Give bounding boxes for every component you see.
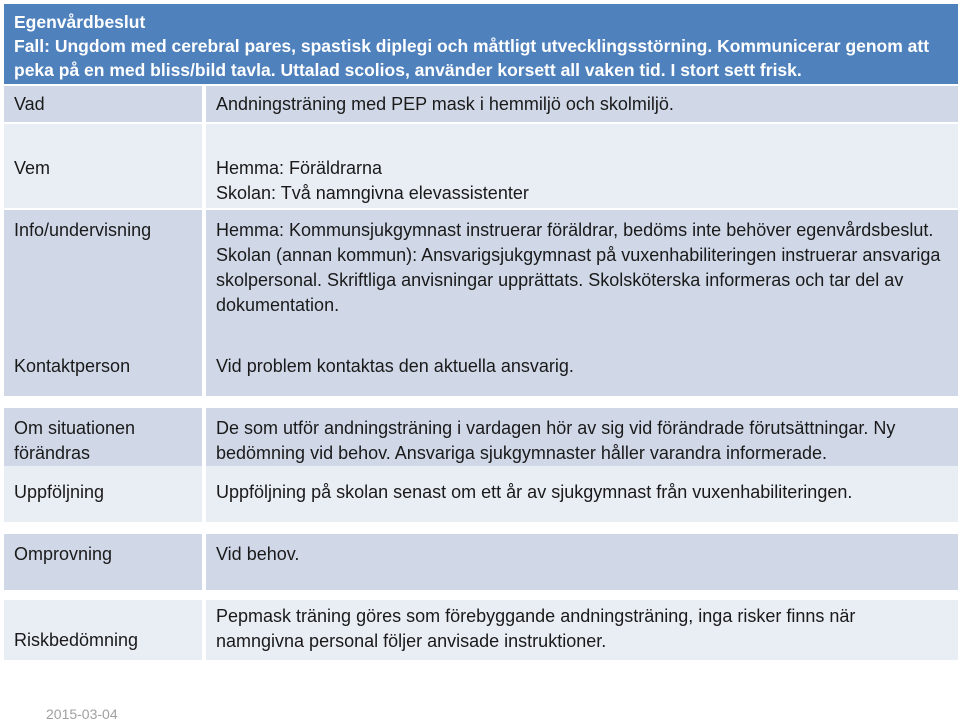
row-value bbox=[206, 600, 958, 660]
row-text: Andningsträning med PEP mask i hemmiljö och skolmiljö. bbox=[216, 94, 674, 114]
row-label: Riskbedömning bbox=[4, 600, 202, 660]
row-vad bbox=[4, 86, 958, 122]
row-vem bbox=[4, 124, 958, 208]
row-text: Skolan: Två namngivna elevassistenter bbox=[216, 183, 529, 203]
row-kontaktperson bbox=[4, 350, 958, 396]
row-label: Vem bbox=[4, 124, 202, 208]
row-text: Skolan (annan kommun): Ansvarigsjukgymnast på vuxenhabiliteringen instruerar ansvariga skolpersonal. Skriftliga anvisningar upprättats. Skolsköterska informeras och tar del av dokumentation. bbox=[216, 245, 941, 315]
row-uppfoljning bbox=[4, 466, 958, 522]
row-text: Vid problem kontaktas den aktuella ansvarig. bbox=[216, 356, 574, 376]
row-label: Om situationen förändras bbox=[4, 408, 202, 466]
row-text: Hemma: Kommunsjukgymnast instruerar föräldrar, bedöms inte behöver egenvårdsbeslut. bbox=[216, 220, 934, 240]
row-omprovning bbox=[4, 534, 958, 590]
row-label: Omprovning bbox=[4, 534, 202, 590]
row-riskbedomning bbox=[4, 600, 958, 660]
row-label: Info/undervisning bbox=[4, 210, 202, 350]
row-label: Kontaktperson bbox=[4, 350, 202, 396]
row-text: De som utför andningsträning i vardagen hör av sig vid förändrade förutsättningar. Ny bedömning vid behov. Ansvariga sjukgymnaster håller varandra informerade. bbox=[216, 418, 896, 463]
row-text: Pepmask träning göres som förebyggande andningsträning, inga risker finns när namngivna personal följer anvisade instruktioner. bbox=[216, 606, 856, 651]
case-description-line-2: peka på en med bliss/bild tavla. Uttalad scolios, använder korsett all vaken tid. I stort sett frisk. bbox=[14, 60, 802, 80]
slide-date: 2015-03-04 bbox=[46, 706, 118, 722]
row-value bbox=[206, 210, 958, 350]
row-value bbox=[206, 466, 958, 522]
row-text: Vid behov. bbox=[216, 544, 300, 564]
row-value bbox=[206, 534, 958, 590]
row-text: Hemma: Föräldrarna bbox=[216, 158, 383, 178]
row-info-undervisning bbox=[4, 210, 958, 350]
row-value bbox=[206, 350, 958, 396]
row-value bbox=[206, 86, 958, 122]
header-banner bbox=[4, 4, 958, 84]
row-label: Vad bbox=[4, 86, 202, 122]
row-value bbox=[206, 408, 958, 466]
document-title: Egenvårdbeslut bbox=[14, 12, 146, 32]
row-label: Uppföljning bbox=[4, 466, 202, 522]
case-description-line-1: Fall: Ungdom med cerebral pares, spastisk diplegi och måttligt utvecklingsstörning. Kommunicerar genom att bbox=[14, 36, 930, 56]
row-text: Uppföljning på skolan senast om ett år av sjukgymnast från vuxenhabiliteringen. bbox=[216, 482, 853, 502]
row-value bbox=[206, 124, 958, 208]
row-om-situationen-forandras bbox=[4, 408, 958, 466]
